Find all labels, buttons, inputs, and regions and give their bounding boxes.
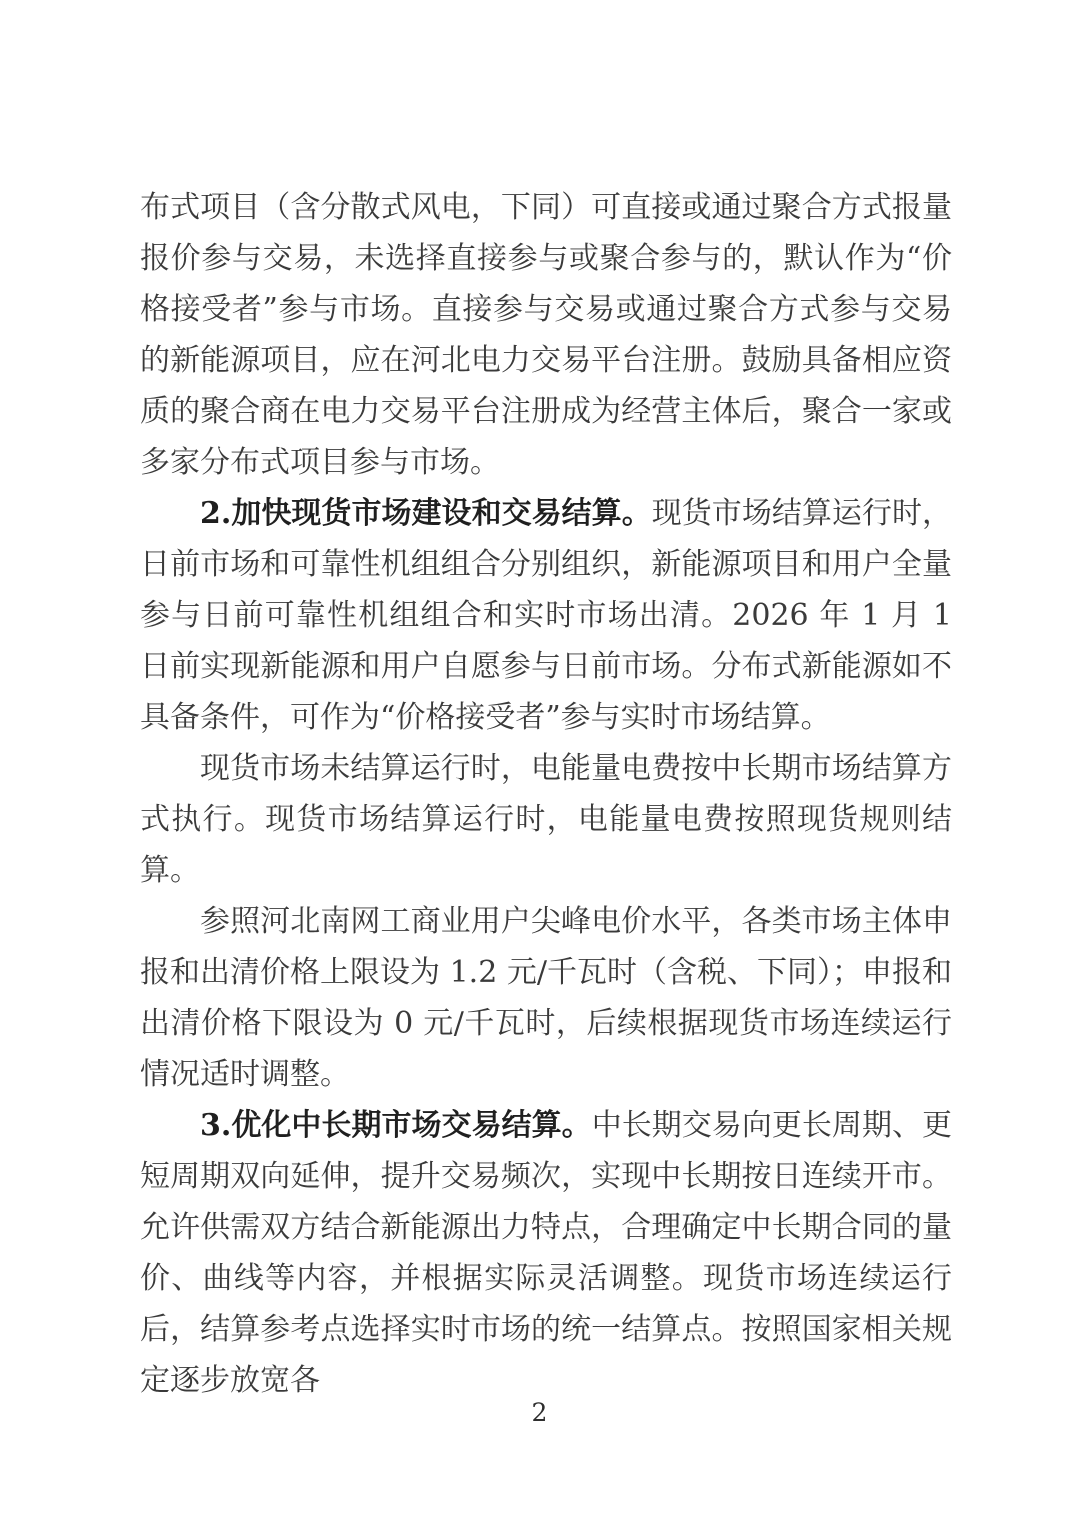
paragraph-heading-run: 2.加快现货市场建设和交易结算。 bbox=[200, 496, 652, 531]
page-number: 2 bbox=[531, 1398, 549, 1427]
paragraph-text-run: 现货市场结算运行时，日前市场和可靠性机组组合分别组织，新能源项目和用户全量参与日前可靠性机组组合和实时市场出清。2026 年 1 月 1 日前实现新能源和用户自愿参与日前市场。分布式新能源如不具备条件，可作为“价格接受者”参与实时市场结算。 bbox=[140, 496, 953, 735]
paragraph bbox=[140, 743, 952, 896]
paragraph-text-run: 布式项目（含分散式风电，下同）可直接或通过聚合方式报量报价参与交易，未选择直接参与或聚合参与的，默认作为“价格接受者”参与市场。直接参与交易或通过聚合方式参与交易的新能源项目，应在河北电力交易平台注册。鼓励具备相应资质的聚合商在电力交易平台注册成为经营主体后，聚合一家或多家分布式项目参与市场。 bbox=[140, 190, 952, 480]
paragraph bbox=[140, 182, 952, 488]
paragraph-text-run: 中长期交易向更长周期、更短周期双向延伸，提升交易频次，实现中长期按日连续开市。允许供需双方结合新能源出力特点，合理确定中长期合同的量价、曲线等内容，并根据实际灵活调整。现货市场连续运行后，结算参考点选择实时市场的统一结算点。按照国家相关规定逐步放宽各 bbox=[140, 1108, 952, 1398]
paragraph bbox=[140, 488, 952, 743]
paragraph-heading-run: 3.优化中长期市场交易结算。 bbox=[200, 1108, 592, 1143]
paragraph-text-run: 现货市场未结算运行时，电能量电费按中长期市场结算方式执行。现货市场结算运行时，电能量电费按照现货规则结算。 bbox=[140, 751, 952, 888]
paragraph bbox=[140, 896, 952, 1100]
document-body bbox=[140, 182, 952, 1406]
paragraph bbox=[140, 1100, 952, 1406]
paragraph-text-run: 参照河北南网工商业用户尖峰电价水平，各类市场主体申报和出清价格上限设为 1.2 元/千瓦时（含税、下同）；申报和出清价格下限设为 0 元/千瓦时，后续根据现货市场连续运行情况适时调整。 bbox=[140, 904, 952, 1092]
